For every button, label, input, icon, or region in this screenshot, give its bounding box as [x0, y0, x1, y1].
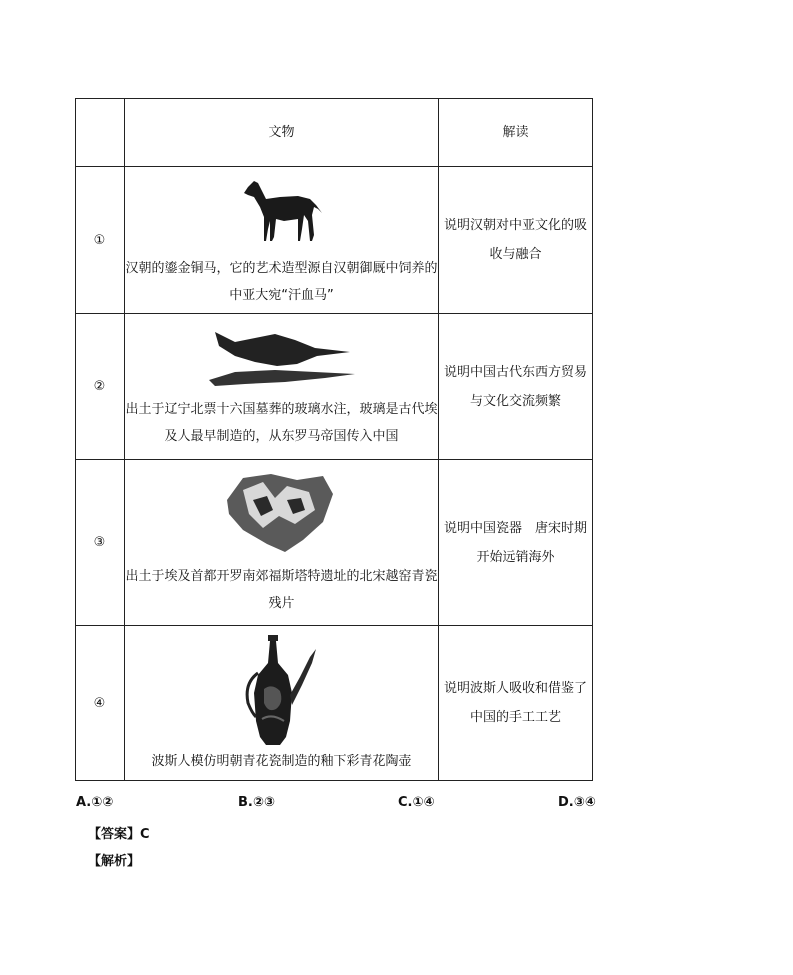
horse-icon — [240, 177, 325, 245]
ewer-icon — [240, 633, 320, 747]
analysis-line — [88, 850, 140, 869]
table-border — [592, 98, 593, 781]
table-border — [75, 780, 593, 781]
row-number: ③ — [93, 535, 106, 550]
row-number: ④ — [93, 695, 106, 711]
header-relic: 文物 — [268, 124, 295, 140]
relic-description: 波斯人模仿明朝青花瓷制造的釉下彩青花陶壶 — [151, 754, 412, 769]
option-b[interactable]: B.②③ — [238, 795, 275, 810]
answer-value: C — [140, 827, 150, 842]
answer-tag: 【答案】 — [88, 827, 141, 842]
relic-interpretation: 说明汉朝对中亚文化的吸收与融合 — [443, 218, 587, 262]
relic-interpretation: 说明中国古代东西方贸易与文化交流频繁 — [443, 364, 587, 409]
row-number: ① — [93, 232, 106, 248]
porcelain-shard-icon — [223, 470, 335, 554]
header-interpretation: 解读 — [502, 124, 529, 140]
relic-description: 出土于埃及首都开罗南郊福斯塔特遗址的北宋越窑青瓷残片 — [125, 569, 438, 611]
relic-interpretation: 说明波斯人吸收和借鉴了中国的手工工艺 — [443, 681, 587, 725]
relic-interpretation: 说明中国瓷器 唐宋时期开始远销海外 — [443, 520, 587, 565]
table-border — [438, 98, 439, 781]
option-a[interactable]: A.①② — [76, 795, 114, 810]
analysis-tag: 【解析】 — [88, 854, 141, 869]
relic-description: 出土于辽宁北票十六国墓葬的玻璃水注，玻璃是古代埃及人最早制造的，从东罗马帝国传入中国 — [125, 402, 438, 444]
option-c[interactable]: C.①④ — [398, 795, 435, 810]
row-number: ② — [93, 379, 106, 394]
option-d[interactable]: D.③④ — [558, 795, 596, 810]
relic-description: 汉朝的鎏金铜马，它的艺术造型源自汉朝御厩中饲养的中亚大宛“汗血马” — [125, 261, 438, 303]
relics-table — [75, 98, 593, 781]
answer-line — [88, 823, 150, 842]
glass-vessel-icon — [205, 326, 355, 388]
